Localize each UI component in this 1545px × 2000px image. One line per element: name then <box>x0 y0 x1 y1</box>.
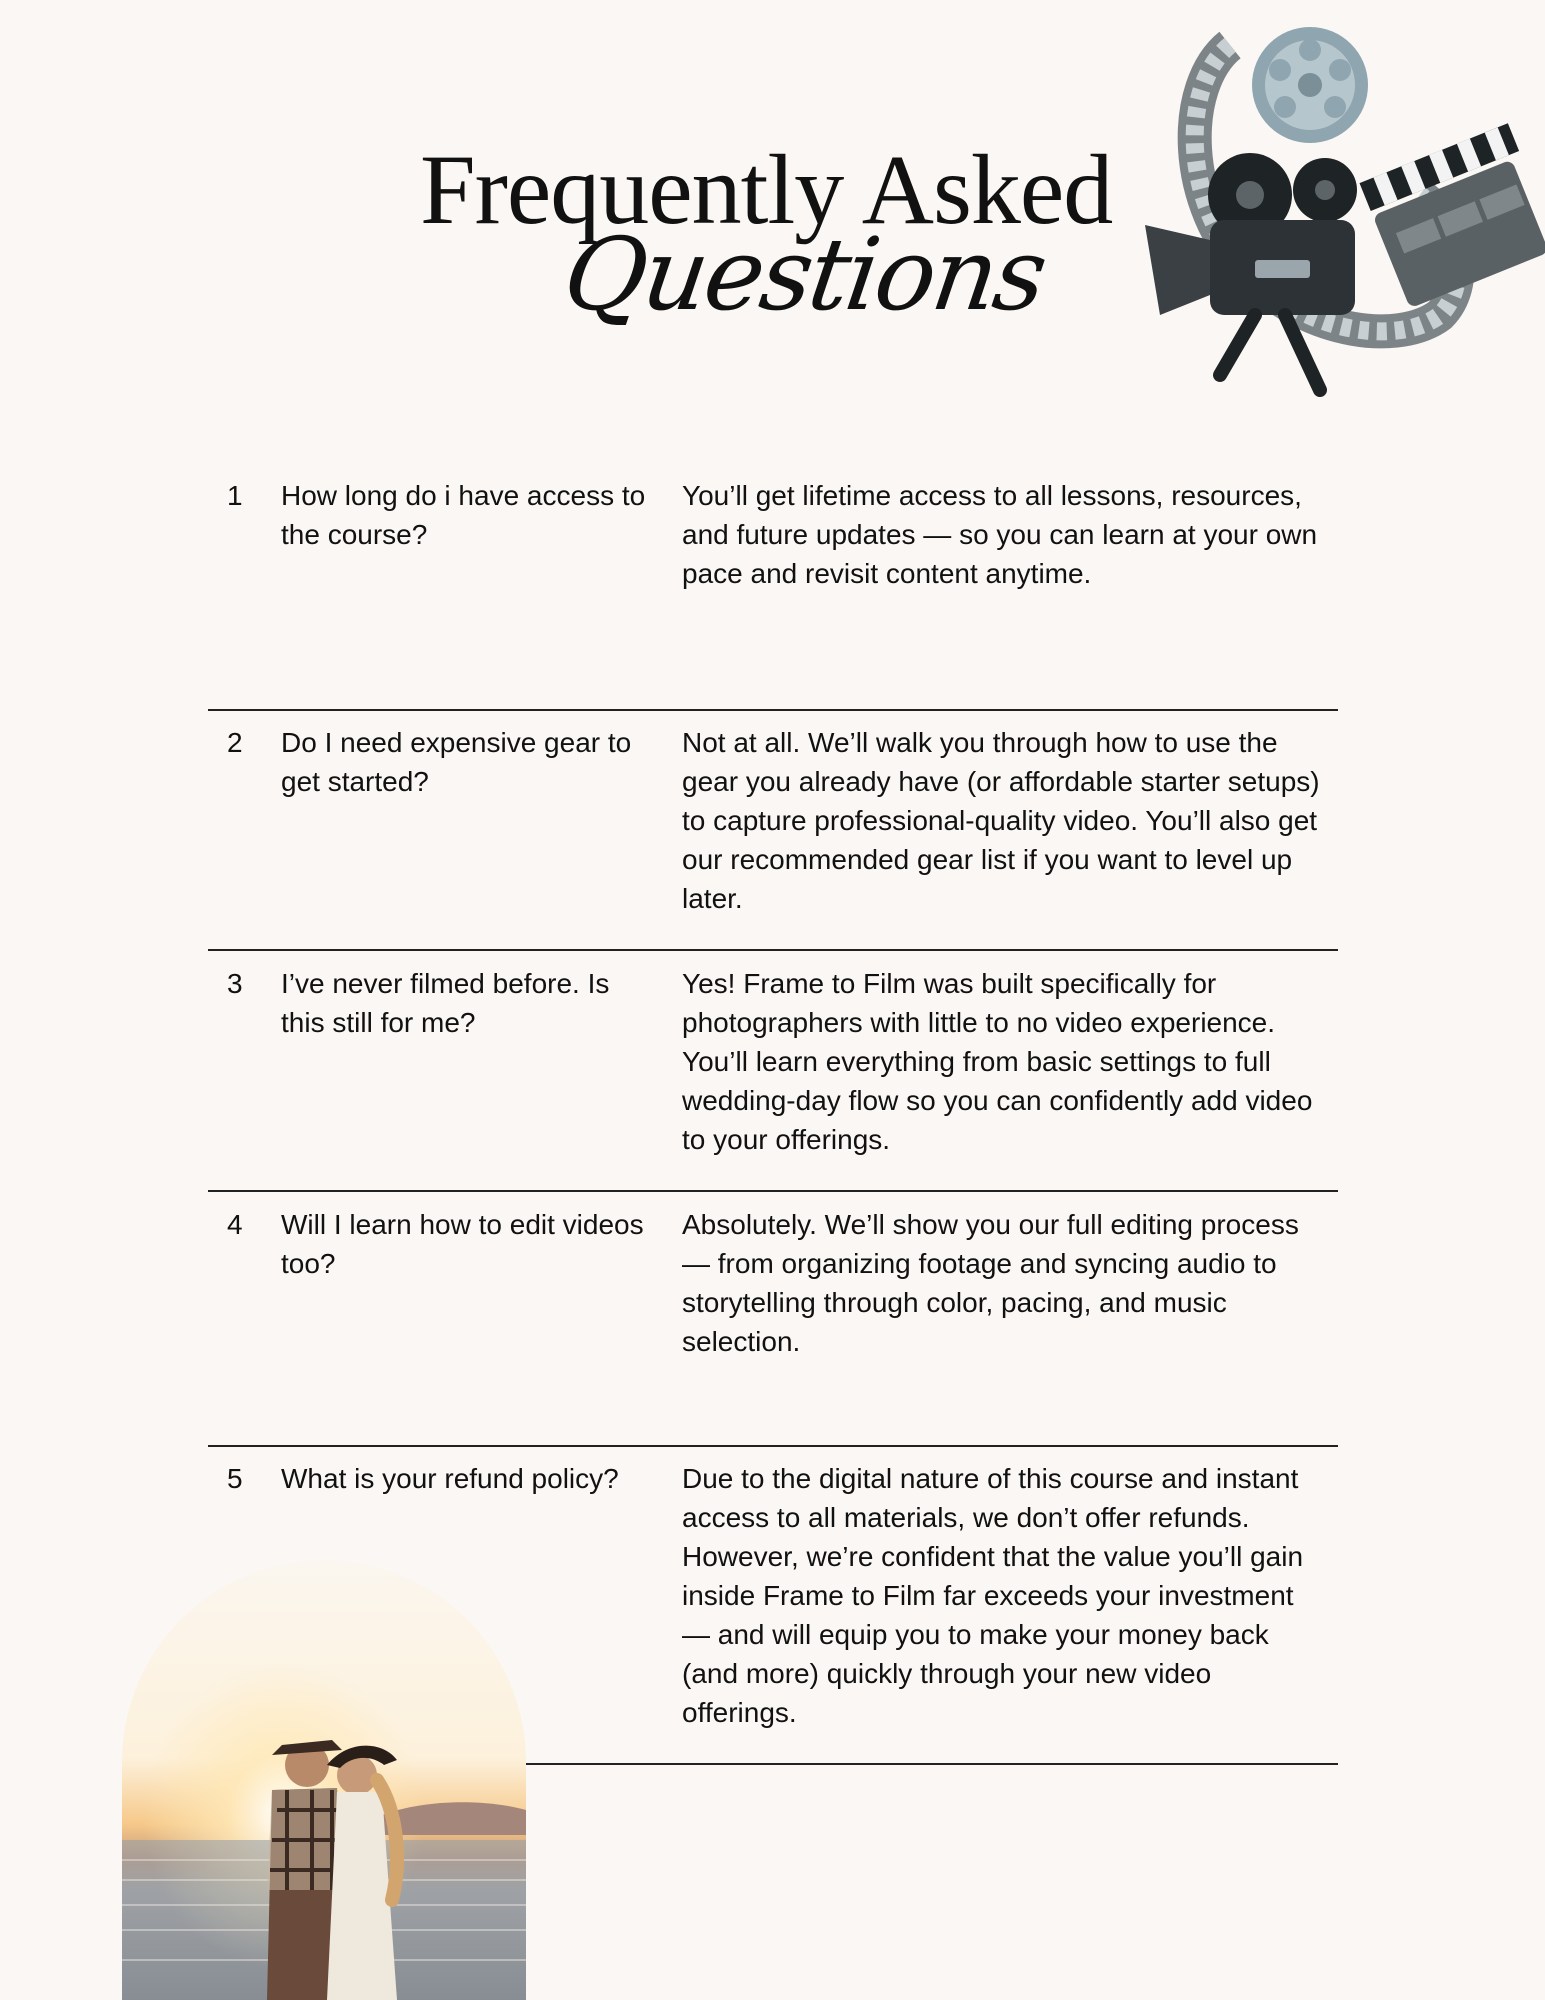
title-line-1: Frequently Asked <box>420 134 1113 245</box>
faq-divider <box>526 1763 1338 1765</box>
faq-divider <box>208 1190 1338 1192</box>
faq-question: What is your refund policy? <box>281 1463 619 1494</box>
faq-question: Will I learn how to edit videos too? <box>281 1209 644 1279</box>
title-line-2-script: Questions <box>556 216 1052 333</box>
faq-answer: Not at all. We’ll walk you through how to use the gear you already have (or affordable starter setups) to capture professional-quality video. You’ll also get our recommended gear list if you want to level up later. <box>682 727 1320 914</box>
faq-divider <box>208 949 1338 951</box>
faq-question: How long do i have access to the course? <box>281 480 646 550</box>
faq-answer: Yes! Frame to Film was built specifically for photographers with little to no video experience. You’ll learn everything from basic settings to full wedding-day flow so you can confidently add video to your offerings. <box>682 968 1313 1155</box>
faq-divider <box>208 709 1338 711</box>
faq-question: I’ve never filmed before. Is this still for me? <box>281 968 610 1038</box>
faq-number: 2 <box>227 727 243 758</box>
film-camera-icon <box>1140 25 1545 410</box>
faq-question: Do I need expensive gear to get started? <box>281 727 632 797</box>
faq-answer: Due to the digital nature of this course and instant access to all materials, we don’t offer refunds. However, we’re confident that the value you’ll gain inside Frame to Film far exceeds your investment — and will equip you to make your money back (and more) quickly through your new video offerings. <box>682 1463 1304 1728</box>
faq-answer: Absolutely. We’ll show you our full editing process — from organizing footage and syncing audio to storytelling through color, pacing, and music selection. <box>682 1209 1299 1357</box>
faq-answer: You’ll get lifetime access to all lessons, resources, and future updates — so you can learn at your own pace and revisit content anytime. <box>682 480 1318 589</box>
faq-divider <box>208 1445 1338 1447</box>
faq-number: 3 <box>227 968 243 999</box>
faq-number: 5 <box>227 1463 243 1494</box>
faq-number: 4 <box>227 1209 243 1240</box>
couple-photo <box>122 1560 526 2000</box>
faq-number: 1 <box>227 480 243 511</box>
